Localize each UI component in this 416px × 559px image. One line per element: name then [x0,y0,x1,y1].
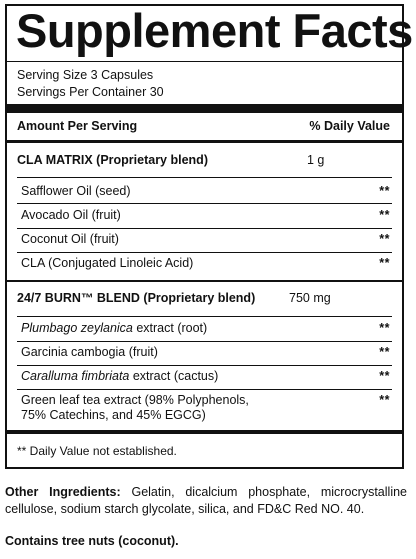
serving-size: Serving Size 3 Capsules [17,68,154,82]
ingredient-name: CLA (Conjugated Linoleic Acid) [21,256,194,270]
title-divider [7,61,402,62]
row-divider [17,316,392,317]
ingredient-row [17,393,392,425]
ingredient-dv: ** [379,321,390,335]
ingredient-dv: ** [379,369,390,383]
cla-matrix-label: CLA MATRIX (Proprietary blend) [17,153,208,167]
ingredient-dv: ** [379,345,390,359]
row-divider [17,177,392,178]
other-ingredients [5,484,407,518]
ingredient-dv: ** [379,208,390,222]
ingredient-name: Safflower Oil (seed) [21,184,131,198]
ingredient-dv: ** [379,184,390,198]
thick-divider-bottom [7,430,402,434]
row-divider [17,365,392,366]
row-divider [17,228,392,229]
ingredient-dv: ** [379,393,390,407]
row-divider [17,341,392,342]
allergen-statement: Contains tree nuts (coconut). [5,534,179,548]
ingredient-italic-name: Caralluma fimbriata [21,369,130,383]
ingredient-dv: ** [379,232,390,246]
ingredient-name: Garcinia cambogia (fruit) [21,345,158,359]
other-ingredients-label: Other Ingredients: [5,485,121,499]
section-divider [7,280,402,282]
row-divider [17,389,392,390]
daily-value-header: % Daily Value [309,119,390,133]
panel-title: Supplement Facts [16,4,413,57]
row-divider [17,203,392,204]
ingredient-name [21,321,207,336]
ingredient-italic-name: Plumbago zeylanica [21,321,133,335]
ingredient-name-suffix: extract (cactus) [129,369,219,383]
thick-divider-top [7,104,402,113]
ingredient-name-suffix: extract (root) [132,321,208,335]
ingredient-dv: ** [379,256,390,270]
ingredient-name [21,369,218,384]
burn-blend-label: 24/7 BURN™ BLEND (Proprietary blend) [17,291,256,305]
ingredient-name: Green leaf tea extract (98% Polyphenols, [21,393,249,407]
amount-per-serving-header: Amount Per Serving [17,119,138,133]
ingredient-name-line2: 75% Catechins, and 45% EGCG) [21,408,206,422]
cla-matrix-amount: 1 g [307,153,325,167]
other-ingredients-text: Gelatin, dicalcium phosphate, microcrystalline cellulose, sodium starch glycolate, silica, and FD&C Red NO. 40. [5,485,407,516]
header-divider [7,140,402,143]
servings-per-container: Servings Per Container 30 [17,85,164,99]
row-divider [17,252,392,253]
supplement-facts-panel [5,4,413,469]
daily-value-footnote: ** Daily Value not established. [17,444,177,458]
ingredient-name: Avocado Oil (fruit) [21,208,121,222]
ingredient-name: Coconut Oil (fruit) [21,232,119,246]
burn-blend-amount: 750 mg [289,291,331,305]
